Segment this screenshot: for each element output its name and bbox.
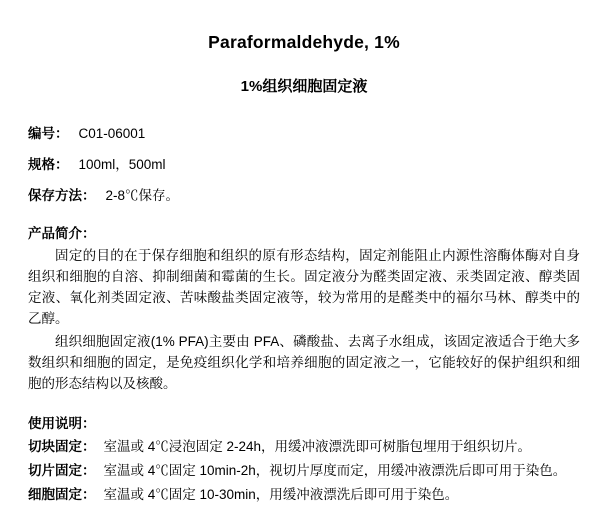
usage-label-cell-fixation: 细胞固定： [28,486,96,502]
section-heading-usage: 使用说明： [28,416,96,432]
usage-label-section-fixation: 切片固定： [28,463,96,479]
section-product-intro [28,222,580,394]
meta-label-storage: 保存方法： [28,188,96,203]
product-meta-list [28,122,580,204]
meta-label-code: 编号： [28,126,69,141]
product-intro-paragraph-1: 固定的目的在于保存细胞和组织的原有形态结构，固定剂能阻止内源性溶酶体酶对自身组织和细胞的自溶、抑制细菌和霉菌的生长。固定液分为醛类固定液、汞类固定液、醇类固定液、氧化剂类固定液、苦味酸盐类固定液等，较为常用的是醛类中的福尔马林、醇类中的乙醇。 [28,248,580,326]
meta-row-storage [28,184,580,204]
meta-row-code [28,122,580,142]
product-intro-paragraph-2: 组织细胞固定液(1% PFA)主要由 PFA、磷酸盐、去离子水组成，该固定液适合于绝大多数组织和细胞的固定，是免疫组织化学和培养细胞的固定液之一，它能较好的保护组织和细胞的形态结构以及核酸。 [28,333,580,391]
section-usage [28,412,580,505]
meta-row-specification [28,153,580,173]
meta-label-specification: 规格： [28,157,69,172]
usage-text-cell-fixation: 室温或 4℃固定 10-30min，用缓冲液漂洗后即可用于染色。 [103,486,459,502]
usage-label-block-fixation: 切块固定： [28,439,96,455]
page-title-english: Paraformaldehyde, 1% [208,32,400,52]
meta-value-storage: 2-8℃保存。 [105,188,180,203]
usage-text-block-fixation: 室温或 4℃浸泡固定 2-24h，用缓冲液漂洗即可树脂包埋用于组织切片。 [103,439,532,455]
meta-value-code: C01-06001 [78,126,146,141]
section-heading-product-intro: 产品简介： [28,226,96,241]
meta-value-specification: 100ml，500ml [78,157,166,172]
usage-item-cell-fixation [28,484,580,505]
page-title-chinese: 1%组织细胞固定液 [240,78,368,95]
usage-item-section-fixation [28,460,580,482]
usage-text-section-fixation: 室温或 4℃固定 10min-2h，视切片厚度而定，用缓冲液漂洗后即可用于染色。 [103,463,567,479]
usage-item-block-fixation [28,436,580,458]
